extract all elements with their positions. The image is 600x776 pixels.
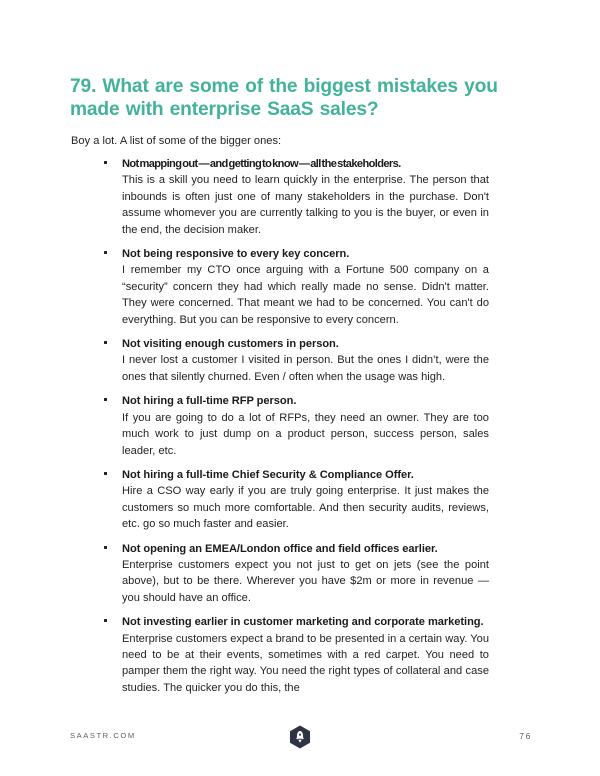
bullet-dot-icon bbox=[104, 161, 107, 164]
page-number: 76 bbox=[519, 731, 532, 741]
list-item-lead: Not visiting enough customers in person. bbox=[122, 338, 339, 351]
list-item-lead: Not mapping out — and getting to know — all the stakeholders. bbox=[122, 158, 401, 170]
list-item-body: I never lost a customer I visited in person. But the ones I didn’t, were the ones that silently churned. Even / often when the usage was high. bbox=[122, 354, 489, 383]
page-title: 79. What are some of the biggest mistakes you made with enterprise SaaS sales? bbox=[70, 75, 498, 121]
bullet-dot-icon bbox=[104, 398, 107, 401]
list-item-body: Enterprise customers expect you not just to get on jets (see the point above), but to be there. Wherever you have $2m or more in revenue — you should have an office. bbox=[122, 558, 489, 604]
mistakes-list bbox=[71, 156, 489, 696]
list-item bbox=[71, 541, 489, 607]
page-footer bbox=[0, 729, 600, 751]
list-item-body: This is a skill you need to learn quickly in the enterprise. The person that inbounds is often just one of many stakeholders in the purchase. Don't assume whomever you are currently talking to you is the buyer, or even in the end, the decision maker. bbox=[122, 174, 489, 236]
bullet-dot-icon bbox=[104, 472, 107, 475]
list-item-lead: Not hiring a full-time RFP person. bbox=[122, 395, 297, 408]
list-item-body: I remember my CTO once arguing with a Fortune 500 company on a “security” concern they had which really made no sense. Didn't matter. They were concerned. That meant we had to be concerned. You can't do everything. But you can be responsive to every concern. bbox=[122, 264, 489, 326]
bullet-dot-icon bbox=[104, 619, 107, 622]
list-item bbox=[71, 336, 489, 385]
bullet-dot-icon bbox=[104, 546, 107, 549]
list-item bbox=[71, 156, 489, 238]
footer-site-label: SAASTR.COM bbox=[70, 731, 136, 740]
list-item-body: If you are going to do a lot of RFPs, they need an owner. They are too much work to just dump on a product person, success person, sales leader, etc. bbox=[122, 411, 489, 457]
list-item-lead: Not being responsive to every key concern. bbox=[122, 248, 350, 261]
list-item-lead: Not investing earlier in customer marketing and corporate marketing. bbox=[122, 616, 484, 629]
saastr-hexagon-rocket-logo-icon bbox=[289, 725, 311, 749]
list-item-lead: Not opening an EMEA/London office and field offices earlier. bbox=[122, 542, 438, 555]
list-item bbox=[71, 393, 489, 459]
list-item bbox=[71, 246, 489, 328]
bullet-dot-icon bbox=[104, 341, 107, 344]
list-item-lead: Not hiring a full-time Chief Security & Compliance Offer. bbox=[122, 468, 414, 481]
list-item-body: Hire a CSO way early if you are truly going enterprise. It just makes the customers so much more comfortable. And then security audits, reviews, etc. go so much faster and easier. bbox=[122, 485, 489, 531]
list-item-body: Enterprise customers expect a brand to be presented in a certain way. You need to be at their events, sometimes with a red carpet. You need to pamper them the right way. You need the right types of collateral and case studies. The quicker you do this, the bbox=[122, 632, 489, 694]
bullet-dot-icon bbox=[104, 251, 107, 254]
list-item bbox=[71, 467, 489, 533]
list-item bbox=[71, 614, 489, 696]
intro-paragraph: Boy a lot. A list of some of the bigger ones: bbox=[71, 135, 282, 148]
